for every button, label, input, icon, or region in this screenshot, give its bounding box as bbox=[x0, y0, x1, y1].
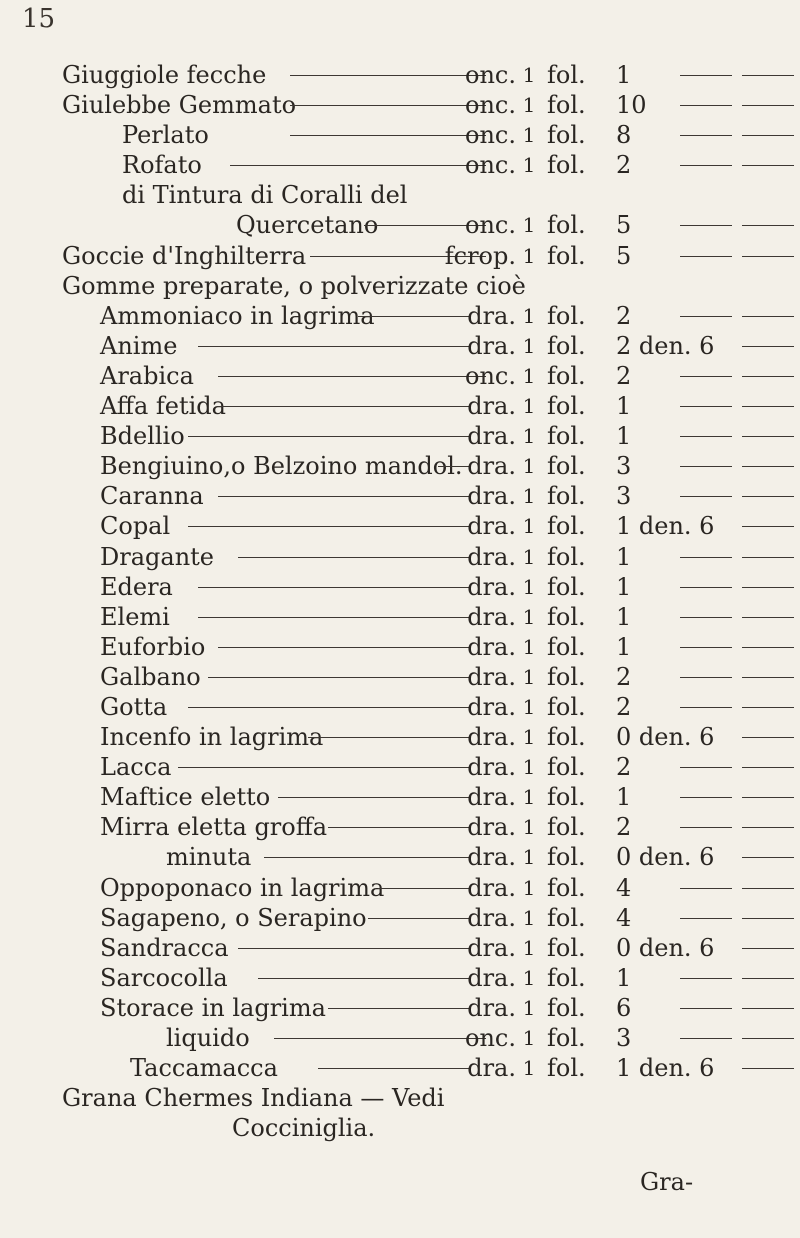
last-entry-line2: Cocciniglia. bbox=[232, 1114, 376, 1143]
item-name: di Tintura di Coralli del bbox=[122, 181, 408, 210]
item-fol: fol. bbox=[547, 241, 586, 270]
table-row bbox=[0, 210, 800, 240]
item-amt: 4 bbox=[616, 873, 632, 902]
table-row bbox=[0, 241, 800, 271]
dash-line bbox=[742, 1008, 794, 1009]
item-amt: 2 den. 6 bbox=[616, 331, 715, 360]
dash-line bbox=[680, 617, 732, 618]
item-amt: 0 den. 6 bbox=[616, 843, 715, 872]
item-unit: dra. bbox=[467, 993, 516, 1022]
item-qty: 1 bbox=[522, 604, 536, 629]
table-row bbox=[0, 722, 800, 752]
dash-line bbox=[742, 526, 794, 527]
item-name: liquido bbox=[166, 1024, 250, 1052]
item-amt: 1 bbox=[616, 783, 632, 812]
table-row bbox=[0, 451, 800, 481]
item-fol: fol. bbox=[547, 843, 586, 872]
item-unit: dra. bbox=[467, 692, 516, 721]
item-amt: 1 den. 6 bbox=[616, 1054, 715, 1083]
table-row bbox=[0, 120, 800, 150]
item-amt: 2 bbox=[616, 813, 632, 842]
dash-line bbox=[680, 436, 732, 437]
dash-line bbox=[680, 105, 732, 106]
item-fol: fol. bbox=[547, 632, 586, 661]
dash-line bbox=[680, 1038, 732, 1039]
item-fol: fol. bbox=[547, 482, 586, 511]
dash-line bbox=[742, 135, 794, 136]
price-list bbox=[0, 60, 800, 1143]
table-row bbox=[0, 1053, 800, 1083]
item-amt: 5 bbox=[616, 211, 632, 240]
table-row bbox=[0, 60, 800, 90]
dash-line bbox=[742, 827, 794, 828]
item-unit: dra. bbox=[467, 662, 516, 691]
item-name: Dragante bbox=[100, 542, 214, 571]
page-number: 15 bbox=[22, 4, 56, 34]
dash-line bbox=[680, 466, 732, 467]
table-row bbox=[0, 782, 800, 812]
item-qty: 1 bbox=[522, 333, 536, 358]
item-unit: onc. bbox=[465, 361, 516, 390]
item-unit: onc. bbox=[465, 61, 516, 89]
item-qty: 1 bbox=[522, 815, 536, 840]
item-unit: dra. bbox=[467, 963, 516, 992]
item-fol: fol. bbox=[547, 933, 586, 962]
table-row bbox=[0, 1023, 800, 1053]
dash-line bbox=[742, 346, 794, 347]
item-qty: 1 bbox=[522, 424, 536, 449]
table-row bbox=[0, 993, 800, 1023]
item-amt: 1 bbox=[616, 632, 632, 661]
item-qty: 1 bbox=[522, 694, 536, 719]
table-row bbox=[0, 692, 800, 722]
item-fol: fol. bbox=[547, 602, 586, 631]
dash-line bbox=[742, 978, 794, 979]
dash-line bbox=[742, 647, 794, 648]
item-unit: dra. bbox=[467, 813, 516, 842]
dash-line bbox=[680, 135, 732, 136]
item-name: Gotta bbox=[100, 692, 168, 721]
item-qty: 1 bbox=[522, 303, 536, 328]
item-name: Lacca bbox=[100, 753, 172, 782]
item-name: Rofato bbox=[122, 151, 202, 180]
item-fol: fol. bbox=[547, 662, 586, 691]
dash-line bbox=[742, 75, 794, 76]
item-name: Perlato bbox=[122, 121, 209, 150]
item-qty: 1 bbox=[522, 123, 536, 148]
item-unit: dra. bbox=[467, 331, 516, 360]
table-row bbox=[0, 331, 800, 361]
item-unit: fcrop. bbox=[444, 241, 516, 270]
item-fol: fol. bbox=[547, 91, 586, 120]
item-fol: fol. bbox=[547, 452, 586, 481]
item-unit: onc. bbox=[465, 91, 516, 120]
item-fol: fol. bbox=[547, 512, 586, 541]
item-name: Affa fetida bbox=[100, 392, 226, 421]
item-name: Edera bbox=[100, 572, 173, 601]
item-name: Arabica bbox=[100, 361, 194, 390]
item-fol: fol. bbox=[547, 121, 586, 150]
dash-line bbox=[742, 918, 794, 919]
item-amt: 10 bbox=[616, 91, 647, 120]
dash-line bbox=[680, 225, 732, 226]
table-row bbox=[0, 752, 800, 782]
item-amt: 4 bbox=[616, 903, 632, 932]
item-qty: 1 bbox=[522, 664, 536, 689]
table-row bbox=[0, 933, 800, 963]
item-fol: fol. bbox=[547, 572, 586, 601]
item-qty: 1 bbox=[522, 935, 536, 960]
item-fol: fol. bbox=[547, 753, 586, 782]
item-qty: 1 bbox=[522, 905, 536, 930]
item-name: Caranna bbox=[100, 482, 204, 511]
dash-line bbox=[742, 256, 794, 257]
dash-line bbox=[742, 1038, 794, 1039]
item-fol: fol. bbox=[547, 61, 586, 89]
item-amt: 1 bbox=[616, 392, 632, 421]
table-row bbox=[0, 150, 800, 180]
item-fol: fol. bbox=[547, 211, 586, 240]
dash-line bbox=[742, 316, 794, 317]
table-row bbox=[0, 873, 800, 903]
dash-line bbox=[680, 888, 732, 889]
table-row bbox=[0, 391, 800, 421]
table-row bbox=[0, 271, 800, 301]
dash-line bbox=[742, 797, 794, 798]
item-fol: fol. bbox=[547, 723, 586, 752]
item-name: Sandracca bbox=[100, 933, 229, 962]
dash-line bbox=[680, 647, 732, 648]
item-fol: fol. bbox=[547, 963, 586, 992]
dash-line bbox=[742, 677, 794, 678]
item-unit: onc. bbox=[465, 121, 516, 150]
item-qty: 1 bbox=[522, 514, 536, 539]
item-qty: 1 bbox=[522, 454, 536, 479]
item-unit: dra. bbox=[467, 903, 516, 932]
item-name: minuta bbox=[166, 843, 252, 872]
item-amt: 3 bbox=[616, 452, 632, 481]
item-fol: fol. bbox=[547, 1024, 586, 1052]
item-unit: dra. bbox=[467, 301, 516, 330]
item-amt: 2 bbox=[616, 692, 632, 721]
item-unit: dra. bbox=[467, 632, 516, 661]
table-row bbox=[0, 421, 800, 451]
item-unit: onc. bbox=[465, 1024, 516, 1052]
item-amt: 2 bbox=[616, 151, 632, 180]
dash-line bbox=[680, 316, 732, 317]
item-name: Sagapeno, o Serapino bbox=[100, 903, 367, 932]
item-fol: fol. bbox=[547, 392, 586, 421]
item-unit: dra. bbox=[467, 933, 516, 962]
table-row bbox=[0, 632, 800, 662]
item-qty: 1 bbox=[522, 574, 536, 599]
item-qty: 1 bbox=[522, 394, 536, 419]
item-name: Elemi bbox=[100, 602, 170, 631]
dash-line bbox=[680, 707, 732, 708]
table-row bbox=[0, 963, 800, 993]
table-row bbox=[0, 812, 800, 842]
table-row bbox=[0, 572, 800, 602]
item-amt: 3 bbox=[616, 482, 632, 511]
item-qty: 1 bbox=[522, 93, 536, 118]
item-qty: 1 bbox=[522, 63, 536, 87]
dash-line bbox=[742, 1068, 794, 1069]
table-row bbox=[0, 481, 800, 511]
item-amt: 2 bbox=[616, 361, 632, 390]
item-name: Mirra eletta groffa bbox=[100, 813, 328, 842]
item-amt: 0 den. 6 bbox=[616, 723, 715, 752]
dash-line bbox=[742, 165, 794, 166]
dash-line bbox=[680, 75, 732, 76]
item-amt: 6 bbox=[616, 993, 632, 1022]
dash-line bbox=[680, 256, 732, 257]
dash-line bbox=[742, 617, 794, 618]
item-unit: dra. bbox=[467, 452, 516, 481]
item-amt: 1 bbox=[616, 963, 632, 992]
item-fol: fol. bbox=[547, 873, 586, 902]
item-qty: 1 bbox=[522, 875, 536, 900]
item-fol: fol. bbox=[547, 151, 586, 180]
item-name: Galbano bbox=[100, 662, 201, 691]
item-unit: dra. bbox=[467, 542, 516, 571]
item-fol: fol. bbox=[547, 361, 586, 390]
item-qty: 1 bbox=[522, 363, 536, 388]
table-row bbox=[0, 301, 800, 331]
item-fol: fol. bbox=[547, 542, 586, 571]
dash-line bbox=[680, 406, 732, 407]
item-amt: 2 bbox=[616, 301, 632, 330]
item-amt: 1 bbox=[616, 602, 632, 631]
dash-line bbox=[680, 677, 732, 678]
item-qty: 1 bbox=[522, 213, 536, 238]
dash-line bbox=[680, 587, 732, 588]
item-name: Sarcocolla bbox=[100, 963, 228, 992]
item-unit: dra. bbox=[467, 723, 516, 752]
item-qty: 1 bbox=[522, 725, 536, 750]
dash-line bbox=[680, 165, 732, 166]
table-row bbox=[0, 90, 800, 120]
table-row bbox=[0, 542, 800, 572]
item-qty: 1 bbox=[522, 995, 536, 1020]
item-name: Ammoniaco in lagrima bbox=[100, 301, 375, 330]
item-qty: 1 bbox=[522, 965, 536, 990]
dash-line bbox=[742, 406, 794, 407]
item-qty: 1 bbox=[522, 243, 536, 268]
dash-line bbox=[742, 557, 794, 558]
dash-line bbox=[742, 105, 794, 106]
item-name: Goccie d'Inghilterra bbox=[62, 241, 307, 270]
item-amt: 1 bbox=[616, 422, 632, 451]
table-row bbox=[0, 602, 800, 632]
item-amt: 1 bbox=[616, 572, 632, 601]
dash-line bbox=[742, 888, 794, 889]
item-name: Taccamacca bbox=[130, 1054, 278, 1083]
dash-line bbox=[742, 707, 794, 708]
item-name: Giulebbe Gemmato bbox=[62, 91, 297, 120]
item-name: Storace in lagrima bbox=[100, 993, 326, 1022]
dash-line bbox=[680, 827, 732, 828]
item-qty: 1 bbox=[522, 634, 536, 659]
item-qty: 1 bbox=[522, 845, 536, 870]
item-fol: fol. bbox=[547, 1054, 586, 1083]
item-unit: dra. bbox=[467, 392, 516, 421]
table-row bbox=[0, 180, 800, 210]
dash-line bbox=[742, 466, 794, 467]
dash-line bbox=[680, 767, 732, 768]
item-qty: 1 bbox=[522, 484, 536, 509]
item-unit: dra. bbox=[467, 512, 516, 541]
item-fol: fol. bbox=[547, 903, 586, 932]
item-name: Maftice eletto bbox=[100, 783, 271, 812]
item-qty: 1 bbox=[522, 1056, 536, 1081]
item-name: Copal bbox=[100, 512, 171, 541]
item-qty: 1 bbox=[522, 785, 536, 810]
item-unit: dra. bbox=[467, 482, 516, 511]
item-name: Incenfo in lagrima bbox=[100, 723, 324, 752]
table-row bbox=[0, 361, 800, 391]
item-fol: fol. bbox=[547, 301, 586, 330]
dash-line bbox=[680, 557, 732, 558]
dash-line bbox=[742, 767, 794, 768]
item-unit: dra. bbox=[467, 843, 516, 872]
item-unit: dra. bbox=[467, 873, 516, 902]
item-fol: fol. bbox=[547, 783, 586, 812]
item-name: Bengiuino,o Belzoino mandol. bbox=[100, 452, 463, 481]
item-unit: dra. bbox=[467, 753, 516, 782]
item-qty: 1 bbox=[522, 755, 536, 780]
dash-line bbox=[680, 918, 732, 919]
item-name: Euforbio bbox=[100, 632, 206, 661]
item-unit: dra. bbox=[467, 783, 516, 812]
item-amt: 2 bbox=[616, 753, 632, 782]
item-fol: fol. bbox=[547, 813, 586, 842]
item-unit: dra. bbox=[467, 602, 516, 631]
dash-line bbox=[742, 436, 794, 437]
item-unit: onc. bbox=[465, 151, 516, 180]
item-amt: 2 bbox=[616, 662, 632, 691]
dash-line bbox=[742, 496, 794, 497]
item-amt: 5 bbox=[616, 241, 632, 270]
item-qty: 1 bbox=[522, 1026, 536, 1050]
item-fol: fol. bbox=[547, 993, 586, 1022]
item-unit: onc. bbox=[465, 211, 516, 240]
item-qty: 1 bbox=[522, 153, 536, 178]
item-amt: 1 bbox=[616, 61, 632, 89]
item-fol: fol. bbox=[547, 331, 586, 360]
item-unit: dra. bbox=[467, 1054, 516, 1083]
item-amt: 1 bbox=[616, 542, 632, 571]
dash-line bbox=[742, 857, 794, 858]
item-unit: dra. bbox=[467, 572, 516, 601]
item-amt: 3 bbox=[616, 1024, 632, 1052]
item-amt: 0 den. 6 bbox=[616, 933, 715, 962]
dash-line bbox=[680, 376, 732, 377]
table-row bbox=[0, 903, 800, 933]
dash-line bbox=[680, 797, 732, 798]
item-name: Quercetano bbox=[236, 211, 379, 240]
dash-line bbox=[742, 948, 794, 949]
dash-line bbox=[742, 587, 794, 588]
dash-line bbox=[680, 496, 732, 497]
last-entry-line1: Grana Chermes Indiana — Vedi bbox=[62, 1084, 445, 1113]
dash-line bbox=[742, 225, 794, 226]
item-name: Giuggiole fecche bbox=[62, 61, 267, 89]
table-row bbox=[0, 662, 800, 692]
item-qty: 1 bbox=[522, 544, 536, 569]
item-name: Oppoponaco in lagrima bbox=[100, 873, 385, 902]
table-row bbox=[0, 842, 800, 872]
item-amt: 1 den. 6 bbox=[616, 512, 715, 541]
item-fol: fol. bbox=[547, 422, 586, 451]
dash-line bbox=[680, 978, 732, 979]
dash-line bbox=[680, 1008, 732, 1009]
catchword: Gra- bbox=[640, 1168, 694, 1196]
item-fol: fol. bbox=[547, 692, 586, 721]
item-name: Gomme preparate, o polverizzate cioè bbox=[62, 271, 526, 300]
item-unit: dra. bbox=[467, 422, 516, 451]
dash-line bbox=[742, 376, 794, 377]
item-amt: 8 bbox=[616, 121, 632, 150]
item-name: Bdellio bbox=[100, 422, 185, 451]
item-name: Anime bbox=[100, 331, 178, 360]
dash-line bbox=[742, 737, 794, 738]
table-row bbox=[0, 511, 800, 541]
